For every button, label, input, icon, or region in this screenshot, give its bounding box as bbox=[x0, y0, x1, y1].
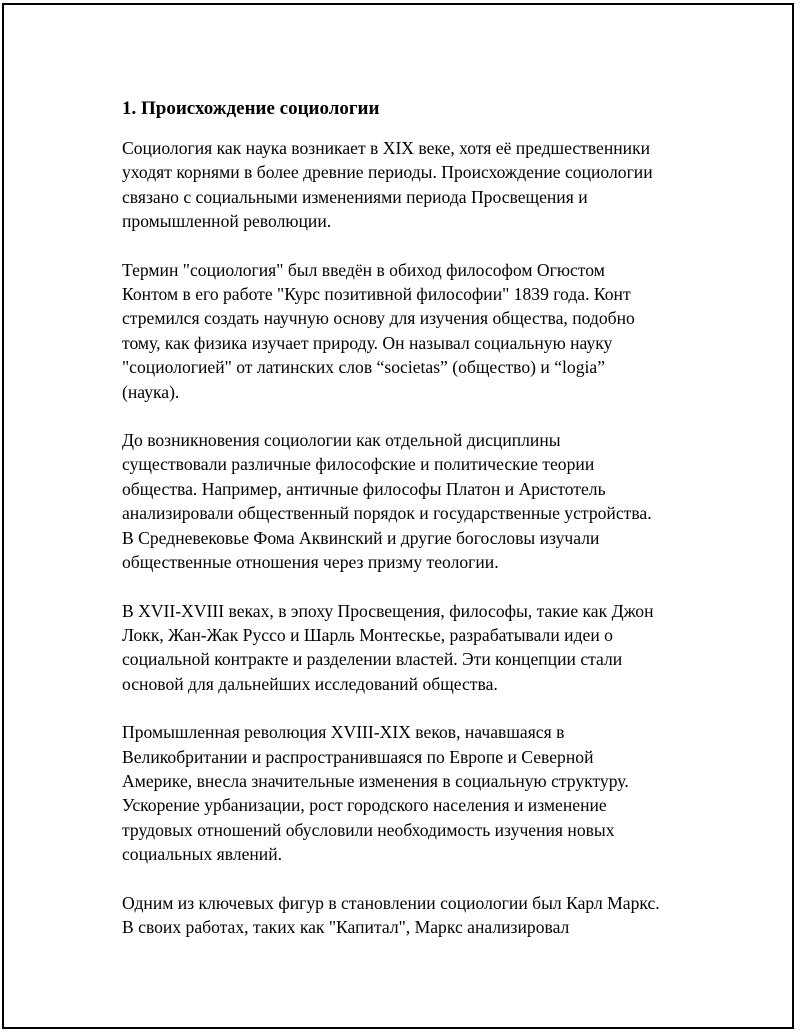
text-line: Термин "социология" был введён в обиход философом Огюстом bbox=[122, 259, 605, 280]
paragraph bbox=[122, 136, 702, 234]
text-line: В XVII-XVIII веках, в эпоху Просвещения, философы, такие как Джон bbox=[122, 600, 654, 621]
text-line: общественные отношения через призму теологии. bbox=[122, 552, 499, 573]
paragraph bbox=[122, 891, 702, 940]
text-line: общества. Например, античные философы Платон и Аристотель bbox=[122, 478, 606, 499]
paragraph bbox=[122, 720, 702, 866]
paragraph bbox=[122, 258, 702, 404]
text-line: стремился создать научную основу для изучения общества, подобно bbox=[122, 308, 635, 329]
text-line: В Средневековье Фома Аквинский и другие богословы изучали bbox=[122, 527, 600, 548]
text-line: социальных явлений. bbox=[122, 844, 283, 865]
text-line: Социология как наука возникает в XIX веке, хотя её предшественники bbox=[122, 138, 651, 158]
text-line: Локк, Жан-Жак Руссо и Шарль Монтескье, разрабатывали идеи о bbox=[122, 624, 613, 645]
section-heading: 1. Происхождение социологии bbox=[122, 98, 380, 119]
text-line: связано с социальными изменениями периода Просвещения и bbox=[122, 186, 588, 207]
text-line: промышленной революции. bbox=[122, 211, 332, 232]
text-line: анализировали общественный порядок и государственные устройства. bbox=[122, 503, 652, 524]
document-body bbox=[122, 97, 702, 963]
text-line: До возникновения социологии как отдельной дисциплины bbox=[122, 430, 561, 451]
page-frame bbox=[2, 3, 794, 1029]
text-line: Америке, внесла значительные изменения в социальную структуру. bbox=[122, 770, 629, 791]
text-line: "социологией" от латинских слов “societas” (общество) и “logia” bbox=[122, 357, 606, 378]
text-line: тому, как физика изучает природу. Он называл социальную науку bbox=[122, 332, 613, 353]
text-line: Великобритании и распространившаяся по Европе и Северной bbox=[122, 746, 594, 767]
paragraph bbox=[122, 599, 702, 697]
text-line: (наука). bbox=[122, 381, 180, 402]
text-line: уходят корнями в более древние периоды. Происхождение социологии bbox=[122, 162, 653, 183]
text-line: основой для дальнейших исследований общества. bbox=[122, 673, 498, 694]
text-line: Контом в его работе "Курс позитивной философии" 1839 года. Конт bbox=[122, 284, 631, 305]
text-line: Ускорение урбанизации, рост городского населения и изменение bbox=[122, 795, 607, 816]
text-line: Одним из ключевых фигур в становлении социологии был Карл Маркс. bbox=[122, 892, 660, 913]
text-line: трудовых отношений обусловили необходимость изучения новых bbox=[122, 819, 615, 840]
text-line: существовали различные философские и политические теории bbox=[122, 454, 595, 475]
text-line: В своих работах, таких как "Капитал", Маркс анализировал bbox=[122, 916, 570, 937]
paragraph bbox=[122, 428, 702, 574]
text-line: Промышленная революция XVIII-XIX веков, начавшаяся в bbox=[122, 722, 565, 743]
text-line: социальной контракте и разделении властей. Эти концепции стали bbox=[122, 649, 623, 670]
